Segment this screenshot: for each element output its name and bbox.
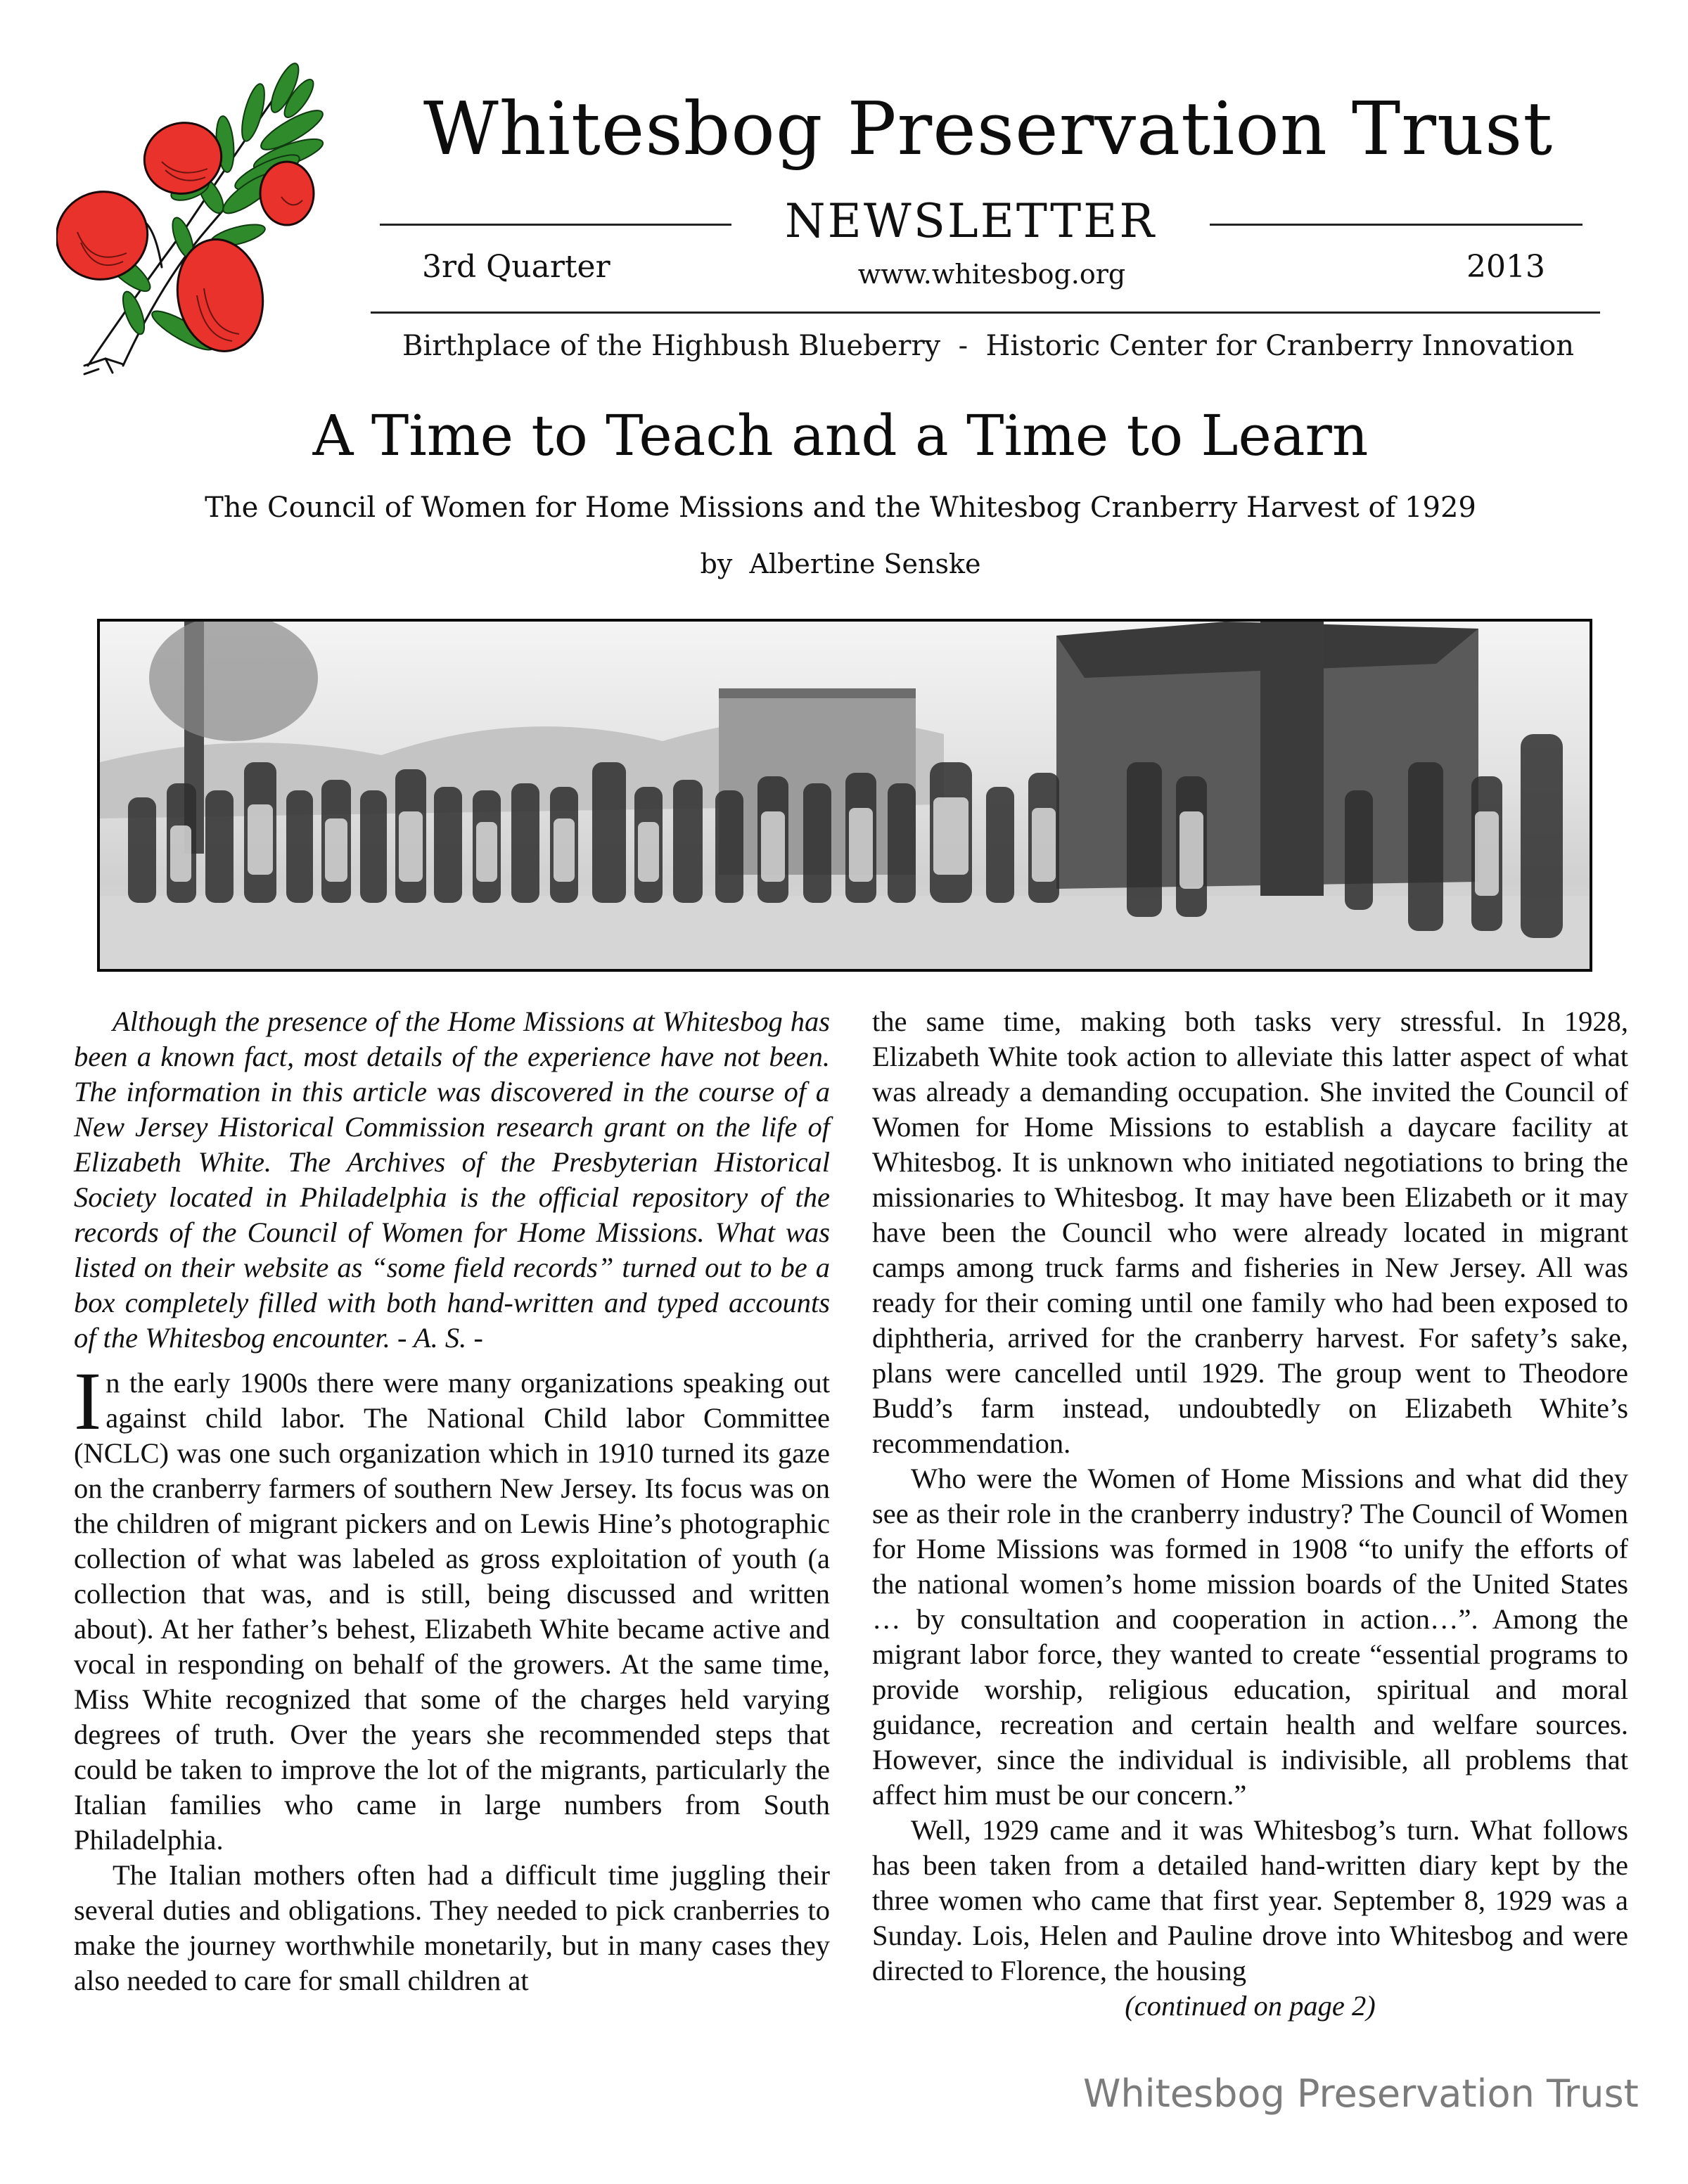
- article-subtitle: The Council of Women for Home Missions and the Whitesbog Cranberry Harvest of 1929: [205, 492, 1476, 524]
- article-column-left: [74, 1004, 830, 1998]
- article-paragraph-1: [74, 1355, 830, 1858]
- article-column-right: [872, 1004, 1628, 2024]
- issue-year: 2013: [1466, 249, 1545, 285]
- masthead-tagline: Birthplace of the Highbush Blueberry - Historic Center for Cranberry Innovation: [402, 330, 1574, 362]
- article-paragraph-3: Who were the Women of Home Missions and what did they see as their role in the cranberry industry? The Council of Women for Home Missions was formed in 1908 “to unify the efforts of the national women’s home mission boards of the United States … by consultation and cooperation in action…”. Among the migrant labor force, they wanted to create “essential programs to provide worship, religious education, spiritual and moral guidance, recreation and certain health and welfare sources. However, since the individual is indivisible, all problems that affect him must be our concern.”: [872, 1463, 1628, 1811]
- article-title: A Time to Teach and a Time to Learn: [312, 403, 1369, 468]
- issue-quarter: 3rd Quarter: [422, 249, 610, 285]
- footer-watermark: Whitesbog Preservation Trust: [1083, 2071, 1639, 2116]
- cranberry-branch-icon: [56, 56, 338, 380]
- website-link[interactable]: www.whitesbog.org: [857, 259, 1126, 290]
- photo-image: [100, 622, 1590, 969]
- masthead-rule-left: [380, 224, 731, 226]
- newsletter-label: NEWSLETTER: [784, 194, 1157, 248]
- article-intro: Although the presence of the Home Missions at Whitesbog has been a known fact, most details of the experience have not been. The information in this article was discovered in the course of a New Jersey Historical Commission research grant on the life of Elizabeth White. The Archives of the Presbyterian Historical Society located in Philadelphia is the official repository of the records of the Council of Women for Home Missions. What was listed on their website as “some field records” turned out to be a box completely filled with both hand-written and typed accounts of the Whitesbog encounter. - A. S. -: [74, 1006, 830, 1354]
- article-paragraph-2a: The Italian mothers often had a difficult time juggling their several duties and obligations. They needed to pick cranberries to make the journey worthwhile monetarily, but in many cases they also needed to care for small children at: [74, 1859, 830, 1996]
- paragraph-1-text: n the early 1900s there were many organizations speaking out against child labor. The National Child labor Committee (NCLC) was one such organization which in 1910 turned its gaze on the cranberry farmers of southern New Jersey. Its focus was on the children of migrant pickers and on Lewis Hine’s photographic collection of what was labeled as gross exploitation of youth (a collection that was, and is still, being discussed and written about). At her father’s behest, Elizabeth White became active and vocal in responding on behalf of the growers. At the same time, Miss White recognized that some of the charges held varying degrees of truth. Over the years she recommended steps that could be taken to improve the lot of the migrants, particularly the Italian families who came in large numbers from South Philadelphia.: [74, 1367, 830, 1856]
- masthead-rule-right: [1210, 224, 1582, 226]
- masthead-divider: [371, 311, 1600, 314]
- masthead-title: Whitesbog Preservation Trust: [423, 86, 1554, 172]
- article-paragraph-2b: the same time, making both tasks very stressful. In 1928, Elizabeth White took action to alleviate this latter aspect of what was already a demanding occupation. She invited the Council of Women for Home Missions to establish a daycare facility at Whitesbog. It is unknown who initiated negotiations to bring the missionaries to Whitesbog. It may have been Elizabeth or it may have been the Council who were already located in migrant camps among truck farms and fisheries in New Jersey. All was ready for their coming until one family who had been exposed to diphtheria, arrived for the cranberry harvest. For safety’s sake, plans were cancelled until 1929. The group went to Theodore Budd’s farm instead, undoubtedly on Elizabeth White’s recommendation.: [872, 1006, 1628, 1459]
- continued-note[interactable]: (continued on page 2): [1125, 1990, 1376, 2022]
- article-byline: by Albertine Senske: [700, 548, 981, 579]
- drop-cap: I: [74, 1355, 102, 1447]
- article-paragraph-4: Well, 1929 came and it was Whitesbog’s turn. What follows has been taken from a detailed hand-written diary kept by the three women who came that first year. September 8, 1929 was a Sunday. Lois, Helen and Pauline drove into Whitesbog and were directed to Florence, the housing: [872, 1814, 1628, 1986]
- article-photo: [97, 619, 1592, 972]
